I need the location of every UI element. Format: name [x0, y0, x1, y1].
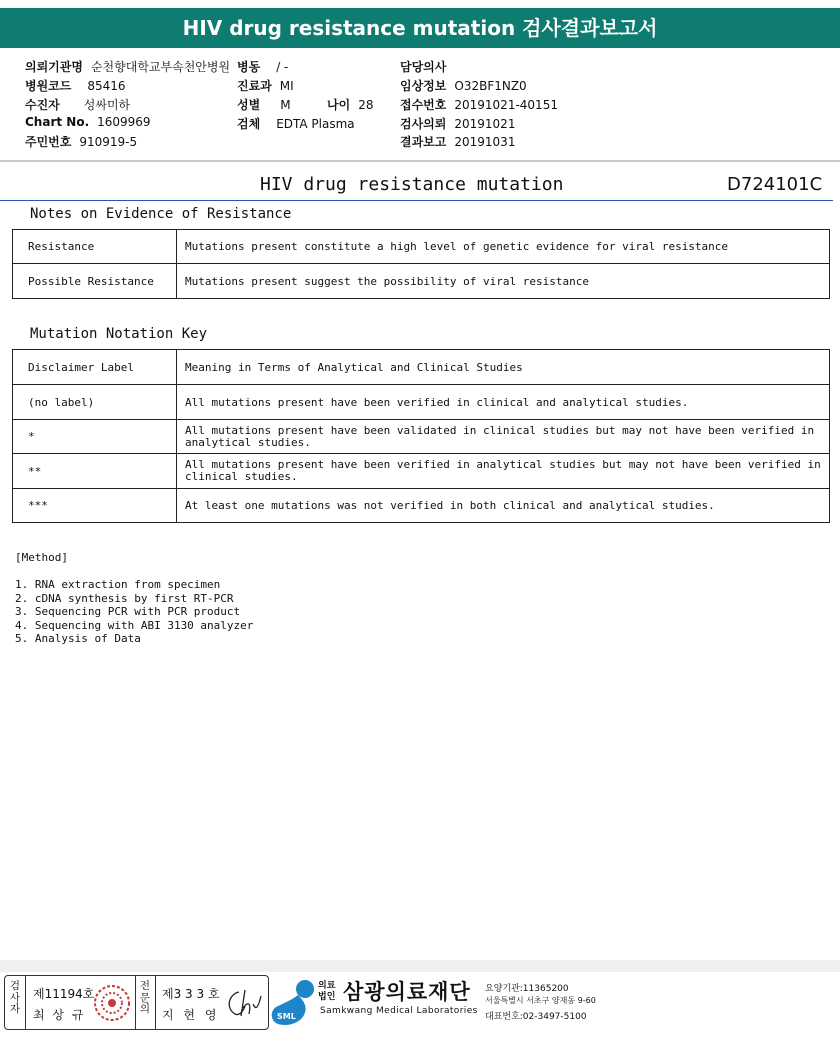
table-row — [13, 454, 830, 489]
notes-text: Mutations present constitute a high level of genetic evidence for viral resistance — [177, 230, 830, 264]
signature-box — [4, 975, 269, 1030]
table-row — [13, 385, 830, 420]
method-step: 5. Analysis of Data — [15, 632, 141, 645]
key-text: All mutations present have been validated in clinical studies but may not have been verified in analytical studies. — [177, 420, 830, 454]
sex: 성별 M — [237, 98, 291, 112]
key-label: (no label) — [13, 385, 177, 420]
table-row — [13, 230, 830, 264]
age: 나이 28 — [327, 98, 374, 112]
report-banner: HIV drug resistance mutation 검사결과보고서 — [0, 8, 840, 48]
sml-logo-icon — [270, 977, 320, 1027]
resident-number: 주민번호 910919-5 — [25, 135, 138, 149]
report-code: D724101C — [727, 174, 823, 195]
examiner-label: 검사자 — [9, 980, 21, 1015]
method-step: 3. Sequencing PCR with PCR product — [15, 605, 241, 618]
method-step: 1. RNA extraction from specimen — [15, 578, 221, 591]
notes-label: Resistance — [13, 230, 177, 264]
chart-number: Chart No. 1609969 — [25, 115, 151, 129]
table-header-row — [13, 350, 830, 385]
notes-text: Mutations present suggest the possibility of viral resistance — [177, 264, 830, 299]
org-name: 삼광의료재단 — [343, 980, 471, 1004]
org-address: 서울특별시 서초구 양재동 9-60 — [485, 996, 596, 1005]
org-prefix: 의료법인 — [318, 981, 336, 1002]
key-text: All mutations present have been verified in clinical and analytical studies. — [177, 385, 830, 420]
patient-name: 수진자 성싸미하 — [25, 98, 131, 112]
ward: 병동 / - — [237, 60, 289, 74]
method-list — [15, 578, 253, 646]
key-label: ** — [13, 454, 177, 489]
key-header-text: Meaning in Terms of Analytical and Clinical Studies — [177, 350, 830, 385]
key-heading: Mutation Notation Key — [30, 326, 208, 342]
doctor: 담당의사 — [400, 60, 447, 74]
result-report-date: 결과보고 20191031 — [400, 135, 516, 149]
specialist-label: 전문의 — [139, 980, 151, 1015]
department: 진료과 MI — [237, 79, 294, 93]
table-row — [13, 420, 830, 454]
org-phone: 대표번호:02-3497-5100 — [485, 1012, 587, 1022]
table-row — [13, 264, 830, 299]
report-title: HIV drug resistance mutation — [260, 174, 564, 195]
examiner-license: 제11194호 — [33, 987, 95, 1001]
key-text: All mutations present have been verified in analytical studies but may not have been verified in clinical studies. — [177, 454, 830, 489]
requesting-org: 의뢰기관명 순천향대학교부속천안병원 — [25, 60, 231, 74]
examiner-name: 최 상 규 — [33, 1008, 86, 1022]
specialist-name: 지 현 영 — [162, 1008, 220, 1022]
key-label: * — [13, 420, 177, 454]
logo-text: SML — [277, 1012, 296, 1021]
divider — [25, 976, 26, 1029]
patient-header — [0, 48, 840, 162]
divider — [155, 976, 156, 1029]
test-request-date: 검사의뢰 20191021 — [400, 117, 516, 131]
specimen: 검체 EDTA Plasma — [237, 117, 355, 131]
notes-label: Possible Resistance — [13, 264, 177, 299]
clinical-info: 임상정보 O32BF1NZ0 — [400, 79, 527, 93]
specialist-license: 제3 3 3 호 — [162, 987, 220, 1001]
org-name-english: Samkwang Medical Laboratories — [320, 1006, 478, 1016]
notes-table — [12, 229, 830, 299]
divider — [135, 976, 136, 1029]
method-step: 2. cDNA synthesis by first RT-PCR — [15, 591, 234, 605]
signature-icon — [223, 986, 263, 1020]
key-text: At least one mutations was not verified in both clinical and analytical studies. — [177, 489, 830, 523]
receipt-number: 접수번호 20191021-40151 — [400, 98, 558, 112]
seal-icon — [93, 984, 131, 1022]
key-table — [12, 349, 830, 523]
method-step: 4. Sequencing with ABI 3130 analyzer — [15, 618, 254, 632]
hospital-code: 병원코드 85416 — [25, 79, 126, 93]
key-label: *** — [13, 489, 177, 523]
footer-band — [0, 960, 840, 972]
org-code: 요양기관:11365200 — [485, 984, 569, 994]
key-header-label: Disclaimer Label — [13, 350, 177, 385]
method-heading: [Method] — [15, 551, 68, 564]
notes-heading: Notes on Evidence of Resistance — [30, 206, 292, 222]
table-row — [13, 489, 830, 523]
